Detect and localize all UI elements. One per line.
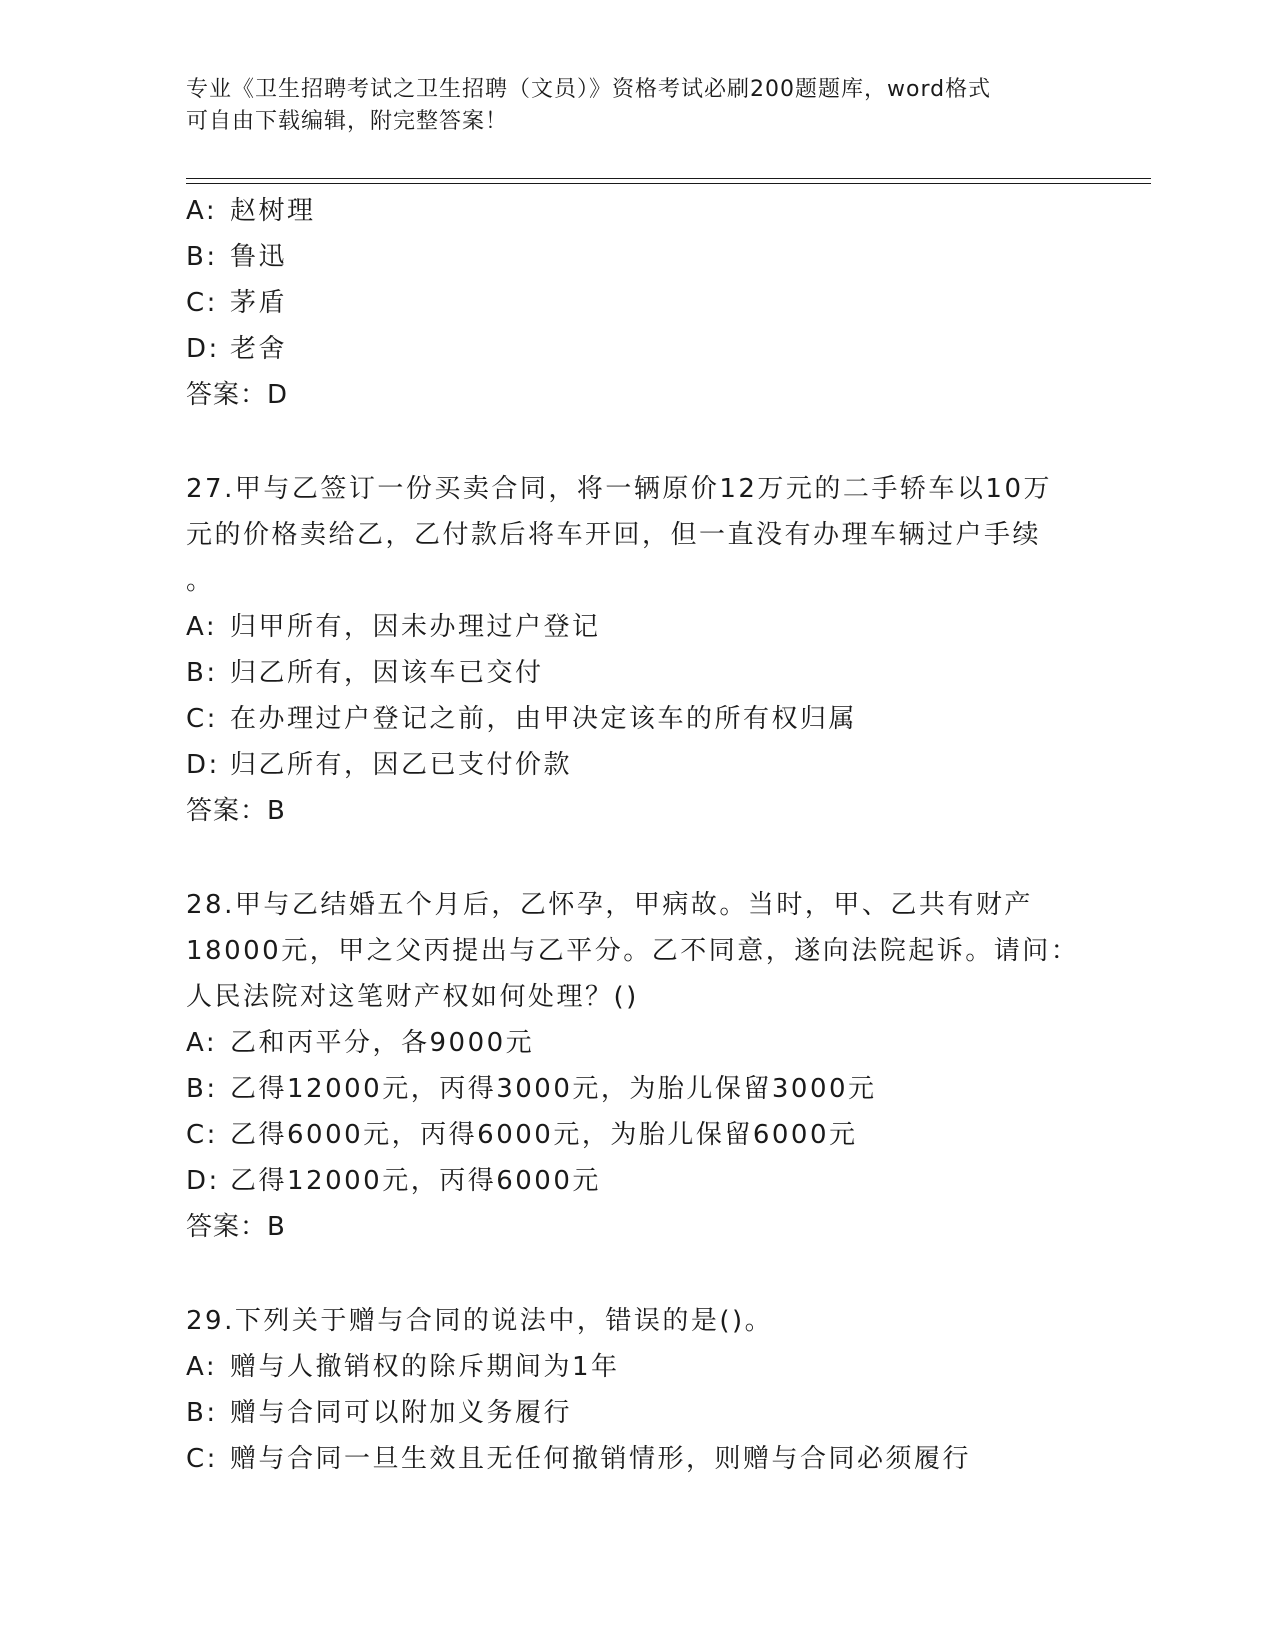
option-line: [186, 1020, 1086, 1066]
option-text: 鲁迅: [230, 242, 288, 272]
question-block: [186, 882, 1086, 1250]
block-spacer: [186, 418, 1086, 466]
option-key: B:: [186, 1074, 218, 1104]
option-line: [186, 742, 1086, 788]
option-line: [186, 1158, 1086, 1204]
question-text-line: 29.下列关于赠与合同的说法中，错误的是()。: [186, 1306, 774, 1336]
option-key: C:: [186, 704, 218, 734]
question-text-line: 人民法院对这笔财产权如何处理？(): [186, 982, 639, 1012]
option-key: B:: [186, 658, 218, 688]
option-key: A:: [186, 1028, 218, 1058]
option-key: A:: [186, 1352, 218, 1382]
option-key: D:: [186, 1166, 220, 1196]
header-line-1: 专业《卫生招聘考试之卫生招聘（文员）》资格考试必刷200题题库，word格式: [186, 77, 992, 102]
question-text-line: 28.甲与乙结婚五个月后，乙怀孕，甲病故。当时，甲、乙共有财产: [186, 890, 1033, 920]
option-key: B:: [186, 1398, 218, 1428]
option-text: 赵树理: [230, 196, 316, 226]
option-line: [186, 280, 1086, 326]
option-text: 茅盾: [230, 288, 288, 318]
answer-line: 答案：B: [186, 1212, 286, 1242]
option-text: 乙得12000元，丙得3000元，为胎儿保留3000元: [230, 1074, 877, 1104]
question-text-line: 27.甲与乙签订一份买卖合同，将一辆原价12万元的二手轿车以10万: [186, 474, 1053, 504]
option-text: 归甲所有，因未办理过户登记: [230, 612, 601, 642]
question-content: [186, 188, 1086, 1482]
option-text: 乙和丙平分，各9000元: [230, 1028, 535, 1058]
option-line: [186, 234, 1086, 280]
option-line: [186, 1344, 1086, 1390]
option-text: 赠与合同一旦生效且无任何撤销情形，则赠与合同必须履行: [230, 1444, 972, 1474]
option-text: 老舍: [230, 334, 288, 364]
answer-line: 答案：D: [186, 380, 289, 410]
question-text-line: 18000元，甲之父丙提出与乙平分。乙不同意，遂向法院起诉。请问：: [186, 936, 1080, 966]
option-key: C:: [186, 288, 218, 318]
option-line: [186, 1436, 1086, 1482]
option-text: 乙得12000元，丙得6000元: [230, 1166, 601, 1196]
option-text: 赠与人撤销权的除斥期间为1年: [230, 1352, 620, 1382]
block-spacer: [186, 1250, 1086, 1298]
question-text-line: 。: [186, 566, 215, 596]
header-divider-top: [186, 178, 1151, 179]
option-key: D:: [186, 750, 220, 780]
header-divider-bottom: [186, 183, 1151, 184]
option-key: A:: [186, 196, 218, 226]
document-header: [186, 74, 1066, 138]
option-line: [186, 1066, 1086, 1112]
question-text-line: 元的价格卖给乙，乙付款后将车开回，但一直没有办理车辆过户手续: [186, 520, 1042, 550]
option-text: 乙得6000元，丙得6000元，为胎儿保留6000元: [230, 1120, 858, 1150]
option-key: C:: [186, 1444, 218, 1474]
header-line-2: 可自由下载编辑，附完整答案！: [186, 109, 509, 134]
option-line: [186, 696, 1086, 742]
option-line: [186, 326, 1086, 372]
option-line: [186, 1112, 1086, 1158]
option-line: [186, 188, 1086, 234]
option-line: [186, 650, 1086, 696]
option-line: [186, 1390, 1086, 1436]
option-text: 归乙所有，因该车已交付: [230, 658, 544, 688]
question-block: [186, 466, 1086, 834]
option-line: [186, 604, 1086, 650]
option-text: 赠与合同可以附加义务履行: [230, 1398, 573, 1428]
question-block: [186, 188, 1086, 418]
option-key: A:: [186, 612, 218, 642]
question-block: [186, 1298, 1086, 1482]
option-key: D:: [186, 334, 220, 364]
option-text: 在办理过户登记之前，由甲决定该车的所有权归属: [230, 704, 858, 734]
answer-line: 答案：B: [186, 796, 286, 826]
block-spacer: [186, 834, 1086, 882]
option-key: B:: [186, 242, 218, 272]
option-text: 归乙所有，因乙已支付价款: [230, 750, 573, 780]
option-key: C:: [186, 1120, 218, 1150]
